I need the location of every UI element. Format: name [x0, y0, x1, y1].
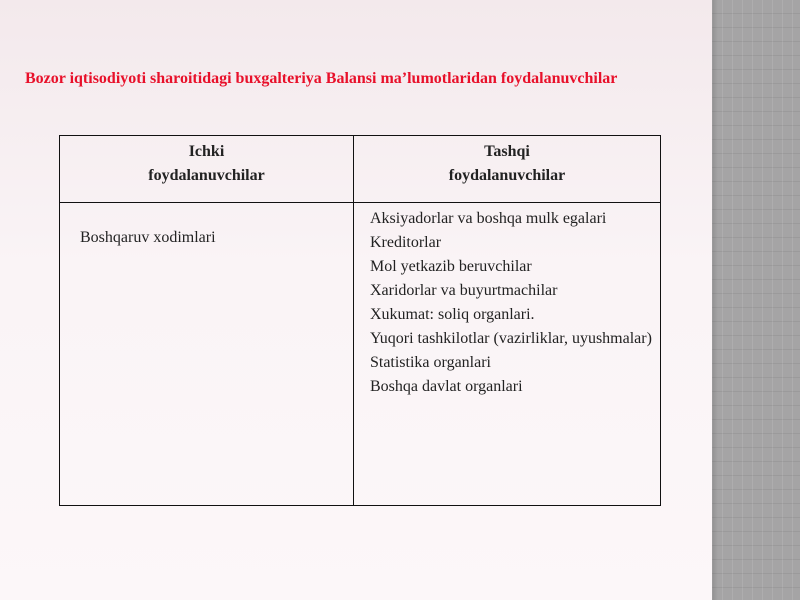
external-user-item: Yuqori tashkilotlar (vazirliklar, uyushmalar) — [369, 330, 652, 347]
header-internal-line-1: Ichki — [188, 143, 225, 160]
external-user-item: Kreditorlar — [369, 234, 442, 251]
header-internal-users — [60, 136, 354, 203]
external-users-cell — [353, 203, 660, 506]
external-users-list — [358, 207, 656, 399]
header-external-users — [353, 136, 660, 203]
header-internal-line-2: foydalanuvchilar — [148, 167, 265, 184]
external-user-item: Xaridorlar va buyurtmachilar — [369, 282, 558, 299]
users-table — [59, 135, 661, 506]
external-user-item: Xukumat: soliq organlari. — [369, 306, 535, 323]
decorative-side-strip — [712, 0, 800, 600]
external-user-item: Statistika organlari — [369, 354, 491, 371]
header-external-line-2: foydalanuvchilar — [448, 167, 566, 184]
table-body-row — [60, 203, 661, 506]
table-header-row — [60, 136, 661, 203]
internal-user-item: Boshqaruv xodimlari — [80, 229, 216, 246]
external-user-item: Mol yetkazib beruvchilar — [369, 258, 532, 275]
header-external-line-1: Tashqi — [484, 143, 530, 160]
internal-users-cell — [60, 203, 354, 506]
slide-title: Bozor iqtisodiyoti sharoitidagi buxgalteriya Balansi ma’lumotlaridan foydalanuvchilar — [25, 70, 618, 87]
external-user-item: Aksiyadorlar va boshqa mulk egalari — [369, 210, 607, 227]
external-user-item: Boshqa davlat organlari — [369, 378, 523, 395]
